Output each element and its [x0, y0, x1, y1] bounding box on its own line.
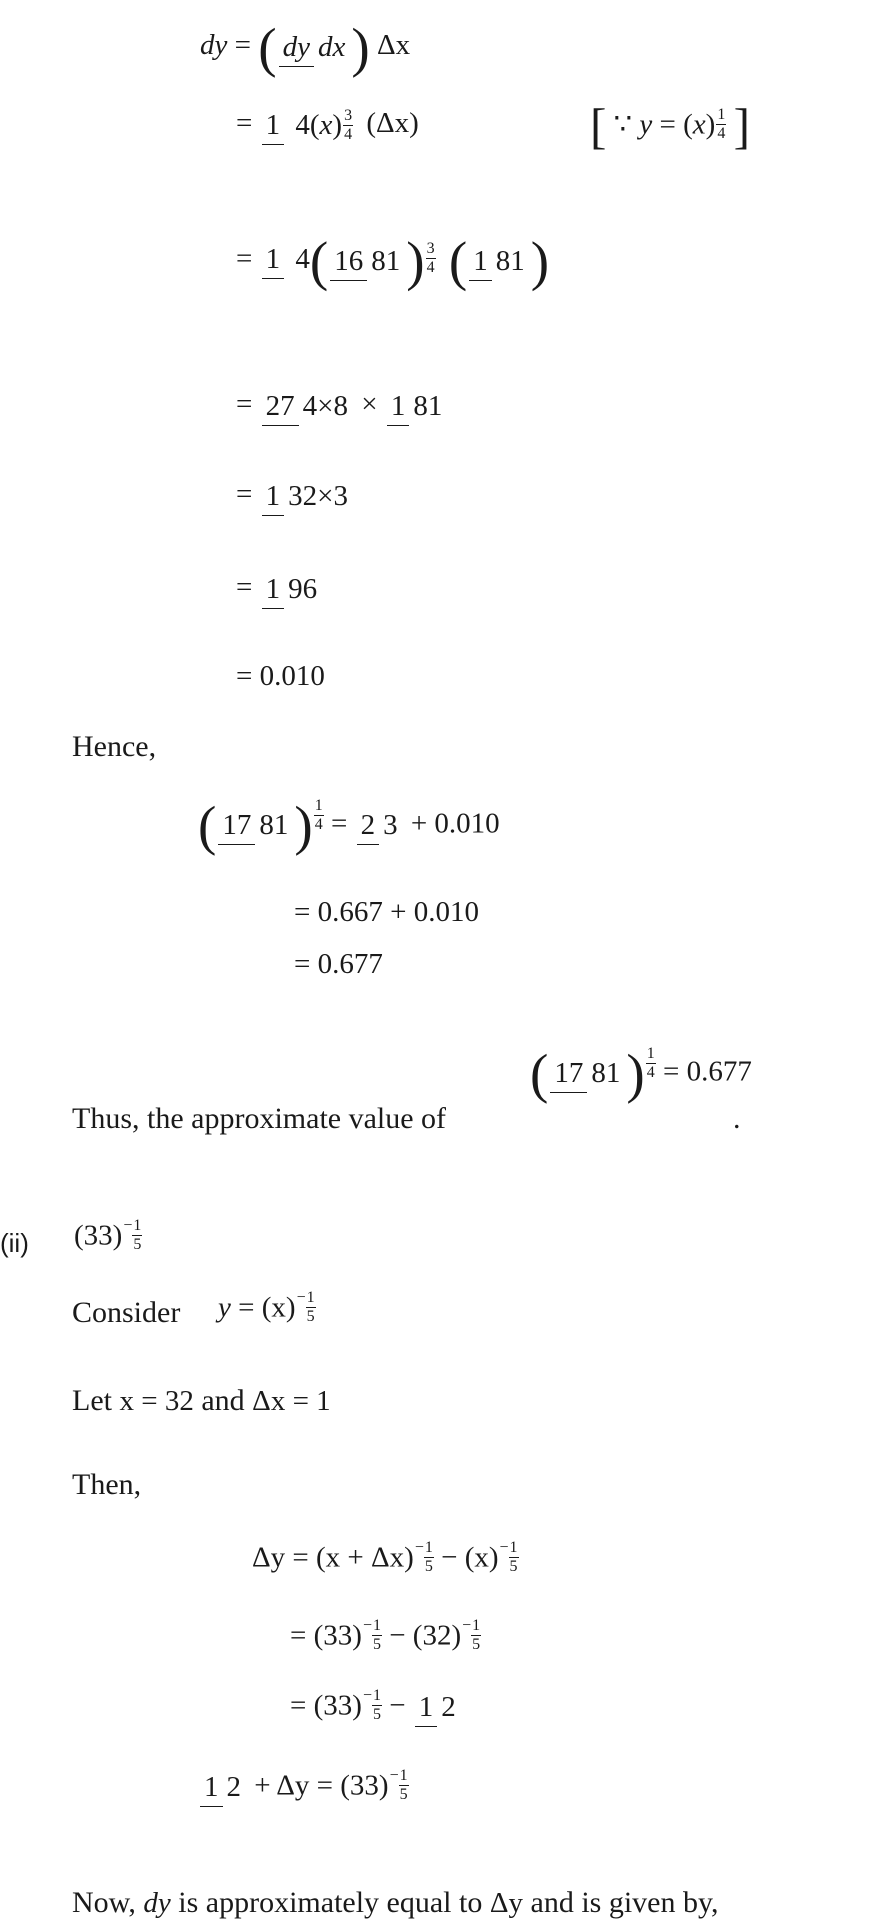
eq-line-simplify-2: = 1 32×3	[236, 480, 354, 512]
delta-y-line-3: = $(33)^{- \frac{1}{5}}$ − 1 2	[290, 1688, 462, 1723]
let-line: Let x = 32 and Δx = 1	[72, 1384, 331, 1417]
delta-y-line-1: $\Delta y = (x + \Delta x)^{- \frac{1}{5}}$ − $(x)^{- \frac{1}{5}}$	[252, 1539, 518, 1575]
dy-symbol: dy	[200, 29, 228, 62]
eq-line-simplify-1: = 27 4×8 × 1 81	[236, 390, 448, 422]
hence-line-1: ( 17 81 ) $^{\frac{1}{4}}$ = 2 3 + 0.010	[198, 795, 500, 857]
consider-label: Consider	[72, 1296, 181, 1329]
conclusion-text: Thus, the approximate value of	[72, 1102, 447, 1135]
eq-line-substitute-derivative: = 1 4(x) $^{\frac{3}{4}}$ (Δx)	[236, 108, 419, 143]
delta-y-line-2: = $(33)^{- \frac{1}{5}}$ − $(32)^{- \frac{1}{5}}$	[290, 1617, 481, 1653]
half-plus-delta-y-line: 1 $2 + \Delta y = (33)^{- \frac{1}{5}}$	[198, 1768, 409, 1803]
since-note: [ ∵ y = (x) $^{\frac{1}{4}}$ ]	[590, 99, 750, 154]
left-paren: (	[258, 17, 277, 78]
one-over-four-x-pow: 1 4(x) $^{\frac{3}{4}}$	[262, 108, 357, 143]
consider-expression: $y = (x)^{- \frac{1}{5}}$	[218, 1289, 315, 1325]
eq-line-simplify-3: = 1 96	[236, 573, 323, 605]
part-ii-label: (ii)	[0, 1228, 29, 1258]
conclusion-period: .	[733, 1102, 741, 1135]
hence-line-3: = 0.677	[294, 948, 383, 980]
conclusion-math: ( 17 81 ) $^{\frac{1}{4}}$ = 0.677	[530, 1043, 752, 1105]
delta-x: Δx	[376, 29, 411, 62]
now-line: Now, dy is approximately equal to Δy and is given by,	[72, 1886, 719, 1919]
part-ii-expression: $(33)^{- \frac{1}{5}}$	[74, 1217, 142, 1253]
then-label: Then,	[72, 1468, 142, 1501]
one-over-four-16-81-pow: 1 4( 16 81 ) $^{\frac{3}{4}}$	[262, 232, 440, 290]
dy-dx-fraction: dy dx	[279, 32, 350, 62]
one-over-81: 1 81	[469, 246, 529, 276]
hence-label: Hence,	[72, 730, 157, 763]
eq-line-result: = 0.010	[236, 660, 325, 692]
right-paren: )	[351, 17, 370, 78]
eq-line-dy-definition: dy = ( dy dx ) Δx	[200, 17, 411, 78]
hence-line-2: = 0.667 + 0.010	[294, 896, 479, 928]
eq-line-substitute-values: = 1 4( 16 81 ) $^{\frac{3}{4}}$ ( 1 81 )	[236, 230, 550, 292]
